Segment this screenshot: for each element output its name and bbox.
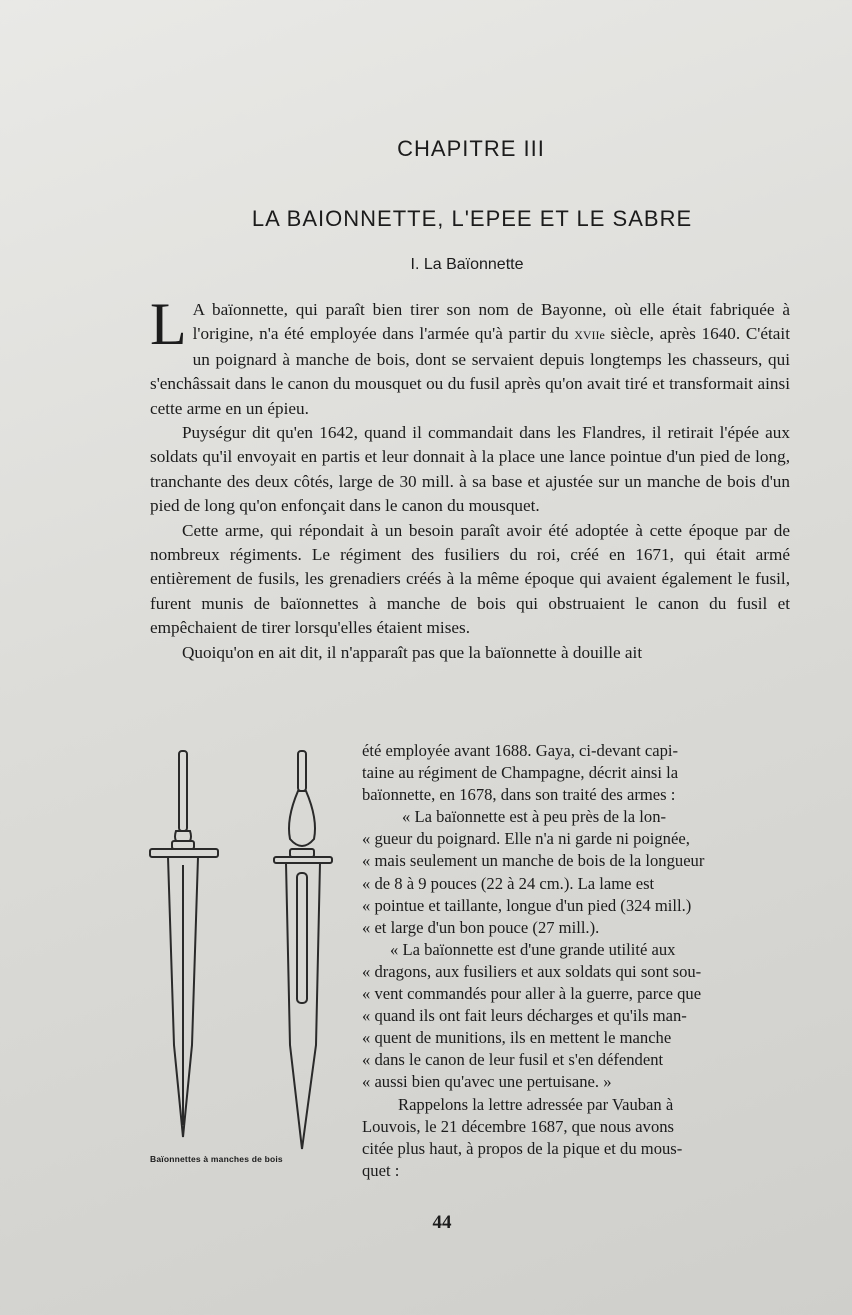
paragraph-1-text-a: A baïonnette, qui paraît bien tirer son nom de Bayonne, où elle était fabriquée à l'origine, n'a été employée dans l'armée qu'à partir du bbox=[192, 300, 790, 344]
quote-line: « gueur du poignard. Elle n'a ni garde ni poignée, bbox=[362, 829, 690, 849]
final-line: quet : bbox=[362, 1160, 400, 1180]
final-line: citée plus haut, à propos de la pique et du mous- bbox=[362, 1138, 683, 1158]
paragraph-3: Cette arme, qui répondait à un besoin paraît avoir été adoptée à cette époque par de nombreux régiments. Le régiment des fusiliers du roi, créé en 1671, qui était armé entièrement de fusils, les grenadiers créés à la même époque qui avaient également le fusil, furent munis de baïonnettes à manche de bois qui obstruaient le canon du fusil et empêchaient de tirer lorsqu'elles étaient mises. bbox=[150, 520, 790, 638]
bayonet-right bbox=[274, 751, 332, 1149]
bayonets-illustration bbox=[140, 745, 350, 1185]
quote-line: « La baïonnette est d'une grande utilité aux bbox=[390, 939, 676, 959]
quote-line: « pointue et taillante, longue d'un pied (324 mill.) bbox=[362, 895, 692, 915]
quote-line: « dragons, aux fusiliers et aux soldats qui sont sou- bbox=[362, 961, 702, 981]
quote-line: « quand ils ont fait leurs décharges et qu'ils man- bbox=[362, 1006, 687, 1026]
page-number: 44 bbox=[432, 1212, 452, 1233]
final-line: Rappelons la lettre adressée par Vauban à bbox=[398, 1094, 674, 1114]
right-column-text bbox=[362, 740, 780, 1182]
column-line: baïonnette, en 1678, dans son traité des armes : bbox=[362, 785, 676, 805]
body-text bbox=[150, 291, 790, 665]
paragraph-1 bbox=[150, 291, 790, 421]
quote-line: « mais seulement un manche de bois de la longueur bbox=[362, 851, 705, 871]
final-line: Louvois, le 21 décembre 1687, que nous avons bbox=[362, 1116, 674, 1136]
chapter-heading: CHAPITRE III bbox=[397, 136, 545, 161]
chapter-title: LA BAIONNETTE, L'EPEE ET LE SABRE bbox=[251, 206, 693, 231]
figure-caption: Baïonnettes à manches de bois bbox=[150, 1154, 283, 1164]
quote-line: « et large d'un bon pouce (27 mill.). bbox=[362, 917, 600, 937]
paragraph-2: Puységur dit qu'en 1642, quand il commandait dans les Flandres, il retirait l'épée aux soldats qu'il envoyait en partis et leur donnait à la place une lance pointue d'un pied de long, tranchante des deux côtés, large de 30 mill. à sa base et ajustée sur un manche de bois d'un pied de long qu'on enfonçait dans le canon du mousquet. bbox=[150, 423, 790, 516]
quote-line: « vent commandés pour aller à la guerre, parce que bbox=[362, 984, 702, 1004]
drop-cap: L bbox=[150, 291, 187, 357]
bayonet-left bbox=[150, 751, 218, 1137]
quote-line: « aussi bien qu'avec une pertuisane. » bbox=[362, 1072, 612, 1092]
column-line: été employée avant 1688. Gaya, ci-devant capi- bbox=[362, 741, 679, 760]
quote-line: « de 8 à 9 pouces (22 à 24 cm.). La lame est bbox=[362, 873, 655, 893]
quote-line: « quent de munitions, ils en mettent le manche bbox=[362, 1028, 672, 1048]
paragraph-4-first-line: Quoiqu'on en ait dit, il n'apparaît pas que la baïonnette à douille ait bbox=[182, 642, 643, 662]
section-subtitle: I. La Baïonnette bbox=[410, 256, 524, 273]
quote-line: « dans le canon de leur fusil et s'en défendent bbox=[362, 1050, 664, 1070]
quote-line: « La baïonnette est à peu près de la lon- bbox=[402, 807, 667, 827]
paragraph-1-text-b: siècle, après 1640. C'était un poignard à manche de bois, dont se servaient depuis longtemps les chasseurs, qui s'enchâssait dans le canon du mousquet ou du fusil après qu'on avait tiré et transformait ainsi cette arme en un épieu. bbox=[150, 324, 790, 418]
column-line: taine au régiment de Champagne, décrit ainsi la bbox=[362, 763, 679, 783]
century-numeral: XVIIe bbox=[574, 328, 605, 343]
